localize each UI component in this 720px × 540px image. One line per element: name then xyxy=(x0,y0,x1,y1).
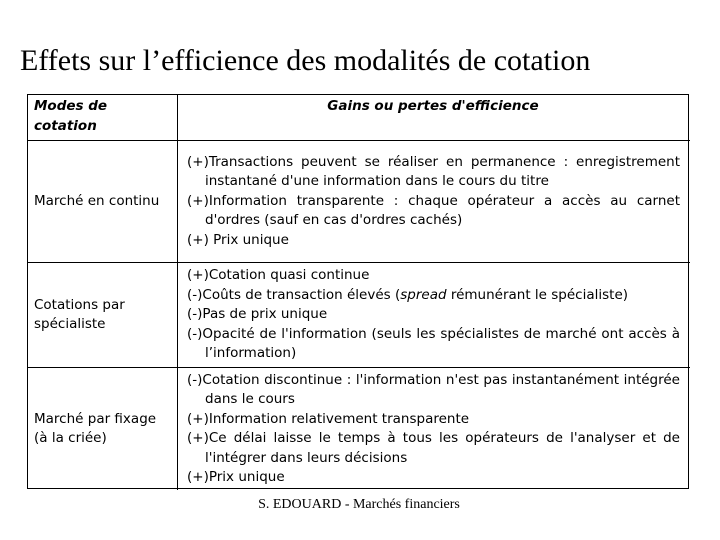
effect-item: (+)Information relativement transparente xyxy=(187,410,470,427)
row-effects-marche-continu xyxy=(178,140,690,262)
row-label-fixage: Marché par fixage (à la criée) xyxy=(28,367,178,490)
effect-item: (+)Ce délai laisse le temps à tous les opérateurs de l'analyser et de l'intégrer dans leurs décisions xyxy=(187,430,680,466)
effect-item: (+)Cotation quasi continue xyxy=(187,267,370,284)
header-modes-de-cotation: Modes de cotation xyxy=(28,95,178,140)
row-label-marche-continu: Marché en continu xyxy=(28,140,178,262)
effect-item-spread: (-)Coûts de transaction élevés (spread rémunérant le spécialiste) xyxy=(187,286,629,303)
effect-item: (+) Prix unique xyxy=(187,231,289,248)
effect-item: (-)Opacité de l'information (seuls les spécialistes de marché ont accès à l’information) xyxy=(187,325,680,362)
efficiency-table xyxy=(27,94,689,489)
spread-term: spread xyxy=(400,286,447,303)
effect-item: (-)Cotation discontinue : l'information n'est pas instantanément intégrée dans le cours xyxy=(187,371,680,407)
row-label-specialiste: Cotations par spécialiste xyxy=(28,262,178,367)
header-gains-pertes: Gains ou pertes d'efficience xyxy=(327,98,539,114)
effect-item: (+)Information transparente : chaque opérateur a accès au carnet d'ordres (sauf en cas d'ordres cachés) xyxy=(187,192,680,229)
footer-credit: S. EDOUARD - Marchés financiers xyxy=(258,497,460,512)
row-effects-specialiste xyxy=(178,262,690,367)
effect-item: (+)Transactions peuvent se réaliser en permanence : enregistrement instantané d'une information dans le cours du titre xyxy=(187,153,680,190)
row-effects-fixage xyxy=(178,367,690,490)
effect-item: (+)Prix unique xyxy=(187,469,285,485)
effect-item: (-)Pas de prix unique xyxy=(187,306,328,323)
page-title: Effets sur l’efficience des modalités de cotation xyxy=(20,44,591,77)
